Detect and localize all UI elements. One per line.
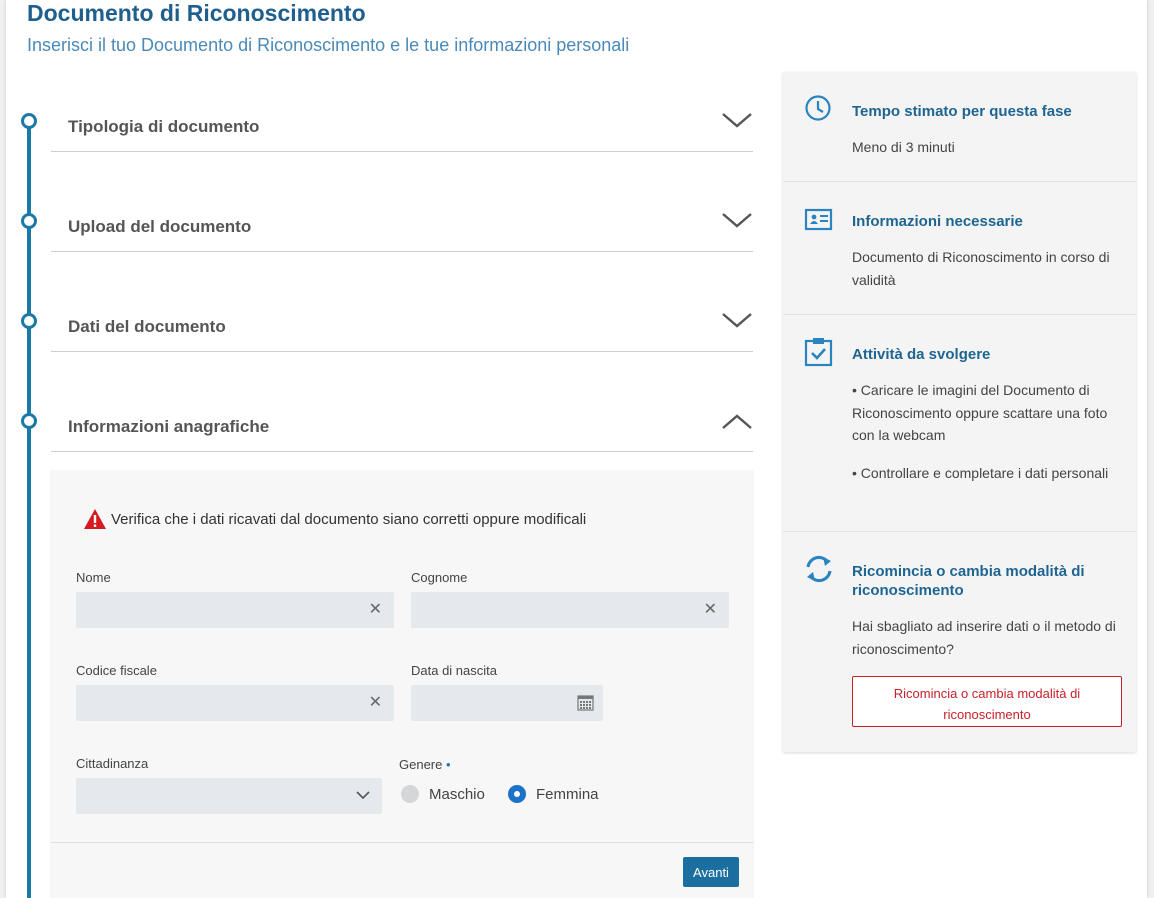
radio-maschio-indicator[interactable]: [401, 785, 419, 803]
codice-fiscale-input[interactable]: [76, 685, 394, 721]
info-time-title: Tempo stimato per questa fase: [852, 103, 1072, 120]
info-requirements-title: Informazioni necessarie: [852, 213, 1023, 230]
clear-icon[interactable]: ✕: [703, 601, 717, 618]
page: [6, 0, 1147, 898]
step-dot-2: [21, 213, 37, 229]
step-informazioni-anagrafiche[interactable]: [51, 400, 753, 452]
radio-femmina-label: Femmina: [536, 785, 599, 803]
step-title: Tipologia di documento: [68, 117, 260, 136]
warning-text: Verifica che i dati ricavati dal documento siano corretti oppure modificali: [111, 510, 587, 528]
id-card-icon: [804, 205, 834, 235]
radio-femmina[interactable]: [508, 785, 599, 803]
radio-maschio[interactable]: [401, 785, 485, 803]
info-task-2: • Controllare e completare i dati personali: [852, 465, 1109, 481]
chevron-down-icon: [356, 790, 370, 800]
info-requirements-text: Documento di Riconoscimento in corso di validità: [852, 249, 1110, 288]
info-card: [783, 72, 1136, 752]
nome-label: Nome: [76, 570, 111, 585]
step-dati-documento[interactable]: [51, 300, 753, 352]
info-restart-title: Ricomincia o cambia modalità di riconoscimento: [852, 563, 1085, 599]
cittadinanza-select[interactable]: [76, 778, 382, 814]
data-nascita-input[interactable]: [411, 685, 603, 721]
divider: [51, 842, 753, 843]
chevron-down-icon: [721, 204, 753, 232]
clear-icon[interactable]: ✕: [368, 601, 382, 618]
cittadinanza-label: Cittadinanza: [76, 756, 149, 771]
avanti-button[interactable]: Avanti: [683, 857, 739, 887]
step-tipologia-documento[interactable]: [51, 100, 753, 152]
clear-icon[interactable]: ✕: [368, 694, 382, 711]
info-time: [783, 72, 1136, 182]
genere-label-text: Genere: [399, 757, 443, 772]
codice-fiscale-label: Codice fiscale: [76, 663, 157, 678]
genere-label: [399, 757, 451, 772]
step-upload-documento[interactable]: [51, 200, 753, 252]
personal-info-form: [51, 471, 753, 898]
clipboard-check-icon: [804, 337, 834, 367]
info-tasks-title: Attività da svolgere: [852, 346, 991, 363]
info-restart-text: Hai sbagliato ad inserire dati o il metodo di riconoscimento?: [852, 618, 1116, 657]
radio-maschio-label: Maschio: [429, 785, 485, 803]
cognome-label: Cognome: [411, 570, 468, 585]
page-subtitle: Inserisci il tuo Documento di Riconoscimento e le tue informazioni personali: [27, 35, 630, 55]
chevron-up-icon: [721, 404, 753, 432]
warning-icon: [83, 508, 107, 530]
calendar-icon[interactable]: [577, 694, 594, 711]
restart-button[interactable]: Ricomincia o cambia modalità di riconoscimento: [852, 676, 1122, 727]
step-title: Upload del documento: [68, 217, 252, 236]
step-dot-1: [21, 113, 37, 129]
cognome-input[interactable]: [411, 592, 729, 628]
timeline-line: [27, 121, 31, 898]
info-task-1: • Caricare le imagini del Documento di Riconoscimento oppure scattare una foto con la webcam: [852, 382, 1108, 443]
page-title: Documento di Riconoscimento: [27, 0, 366, 26]
step-dot-3: [21, 313, 37, 329]
required-mark: •: [446, 757, 451, 772]
info-tasks: [783, 315, 1136, 532]
chevron-down-icon: [721, 104, 753, 132]
refresh-icon: [804, 554, 834, 584]
step-title: Informazioni anagrafiche: [68, 417, 270, 436]
nome-input[interactable]: [76, 592, 394, 628]
step-dot-4: [21, 413, 37, 429]
step-title: Dati del documento: [68, 317, 226, 336]
radio-femmina-indicator[interactable]: [508, 785, 526, 803]
data-nascita-label: Data di nascita: [411, 663, 497, 678]
info-time-text: Meno di 3 minuti: [852, 139, 955, 155]
info-requirements: [783, 182, 1136, 315]
chevron-down-icon: [721, 304, 753, 332]
clock-icon: [804, 94, 834, 124]
warning-message: [83, 508, 586, 530]
